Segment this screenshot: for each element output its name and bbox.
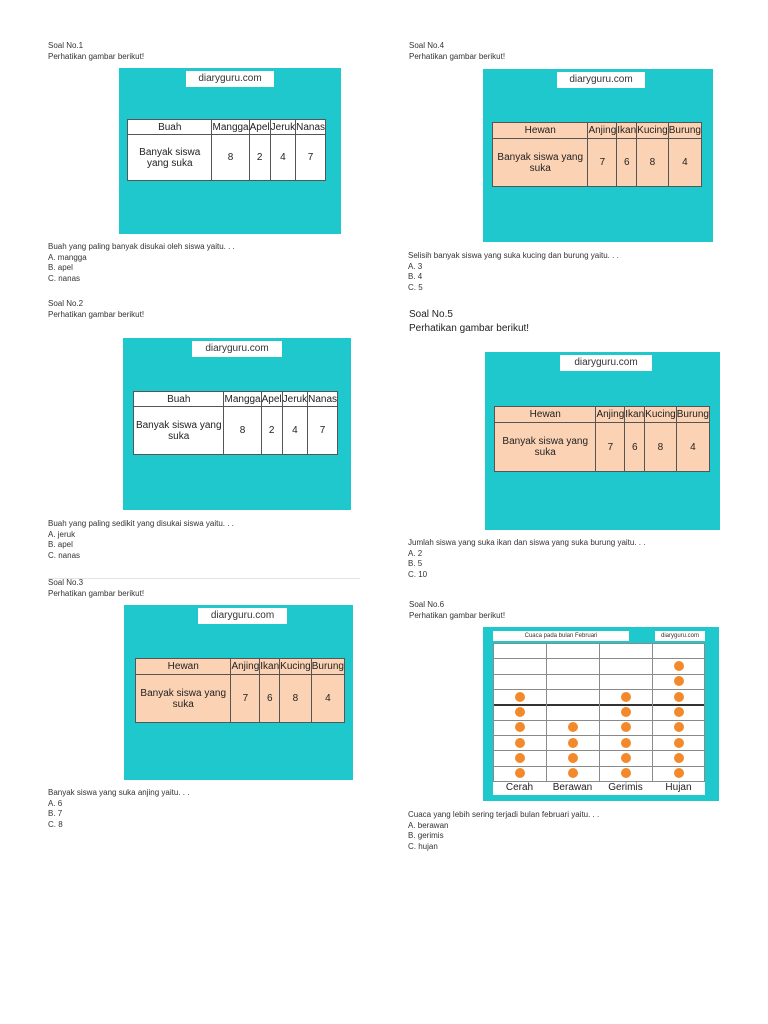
pictograph-dot <box>515 692 525 702</box>
pictograph-dot <box>674 738 684 748</box>
table-header: Nanas <box>308 393 337 405</box>
pictograph-dot <box>621 738 631 748</box>
answer-option[interactable]: B. gerimis <box>408 831 444 840</box>
question-6-answers <box>408 810 599 852</box>
table-header: Kucing <box>280 659 312 675</box>
pictograph-dot <box>674 692 684 702</box>
pictograph-dot <box>674 676 684 686</box>
pictograph-category-label: Berawan <box>552 782 593 793</box>
question-3-instruction: Perhatikan gambar berikut! <box>48 589 145 598</box>
table-cell: 6 <box>625 423 645 472</box>
table-header: Mangga <box>224 393 261 405</box>
answer-option[interactable]: B. apel <box>48 540 73 549</box>
question-1-header <box>48 40 144 62</box>
table-header: Anjing <box>231 659 260 675</box>
pictograph-dot <box>674 707 684 717</box>
pictograph-dot <box>515 768 525 778</box>
question-2-header <box>48 298 144 320</box>
question-2-label: Soal No.2 <box>48 299 84 308</box>
answer-option[interactable]: A. 6 <box>48 798 63 808</box>
table-cell: 4 <box>270 135 295 181</box>
pictograph-dot <box>515 707 525 717</box>
pictograph-dot <box>515 722 525 732</box>
table-cell: 2 <box>261 407 282 455</box>
answer-option[interactable]: C. 10 <box>408 569 428 579</box>
table-cell: 8 <box>637 139 669 187</box>
table-header: Mangga <box>212 121 249 133</box>
answer-option[interactable]: C. nanas <box>48 273 81 283</box>
table-cell: 7 <box>588 139 617 187</box>
answer-option[interactable]: C. hujan <box>408 841 438 851</box>
grid-line <box>704 643 705 781</box>
table-header: Nanas <box>296 121 325 133</box>
pictograph-dot <box>674 661 684 671</box>
table-header: Anjing <box>588 123 617 139</box>
question-2-text: Buah yang paling sedikit yang disukai siswa yaitu. . . <box>48 519 234 528</box>
table-cell: 8 <box>280 675 312 723</box>
pictograph-dot <box>515 738 525 748</box>
table-cell: 8 <box>645 423 677 472</box>
table-cell: 7 <box>231 675 260 723</box>
answer-option[interactable]: B. apel <box>48 263 73 272</box>
grid-line <box>652 643 653 781</box>
table-header: Ikan <box>625 407 645 423</box>
question-3-site-label: diaryguru.com <box>198 608 287 624</box>
grid-line <box>493 643 494 781</box>
table-header: Buah <box>128 120 212 135</box>
table-cell: 4 <box>676 423 709 472</box>
pictograph-figure <box>483 627 719 801</box>
question-5-site-label: diaryguru.com <box>560 355 652 371</box>
question-4-site-label: diaryguru.com <box>557 72 645 88</box>
pictograph-category-label: Cerah <box>505 782 534 793</box>
table-header: Jeruk <box>282 393 308 405</box>
question-5-header <box>409 308 529 336</box>
pictograph-grid <box>493 643 705 795</box>
table-cell: 4 <box>668 139 701 187</box>
grid-line <box>546 643 547 781</box>
question-2-instruction: Perhatikan gambar berikut! <box>48 310 145 319</box>
question-4-header <box>409 40 505 62</box>
question-4-table <box>492 122 702 187</box>
pictograph-category-label: Hujan <box>665 782 692 793</box>
table-cell: 4 <box>282 407 307 455</box>
answer-option[interactable]: C. 8 <box>48 819 63 829</box>
table-header: Hewan <box>136 659 231 675</box>
table-header: Burung <box>676 407 709 423</box>
table-header: Ikan <box>617 123 637 139</box>
table-header: Apel <box>249 121 270 133</box>
table-cell: 7 <box>308 407 338 455</box>
table-header: Jeruk <box>270 121 296 133</box>
question-2-answers <box>48 519 234 561</box>
question-5-text: Jumlah siswa yang suka ikan dan siswa yang suka burung yaitu. . . <box>408 538 646 547</box>
table-cell: 2 <box>249 135 270 181</box>
answer-option[interactable]: B. 5 <box>408 559 423 568</box>
pictograph-dot <box>621 722 631 732</box>
table-header: Apel <box>261 393 282 405</box>
question-5-answers <box>408 538 645 580</box>
question-6-text: Cuaca yang lebih sering terjadi bulan februari yaitu. . . <box>408 810 600 819</box>
answer-option[interactable]: A. 2 <box>408 548 423 558</box>
table-header: Burung <box>311 659 344 675</box>
answer-option[interactable]: C. nanas <box>48 550 81 560</box>
table-header: Burung <box>668 123 701 139</box>
question-1-site-label: diaryguru.com <box>186 71 274 87</box>
pictograph-dot <box>674 753 684 763</box>
table-cell: 6 <box>617 139 637 187</box>
answer-option[interactable]: A. mangga <box>48 252 87 262</box>
pictograph-dot <box>621 692 631 702</box>
answer-option[interactable]: A. jeruk <box>48 529 76 539</box>
table-header: Kucing <box>637 123 669 139</box>
question-4-instruction: Perhatikan gambar berikut! <box>409 52 506 61</box>
question-6-label: Soal No.6 <box>409 600 445 609</box>
answer-option[interactable]: C. 5 <box>408 282 423 292</box>
question-4-text: Selisih banyak siswa yang suka kucing dan burung yaitu. . . <box>408 251 619 260</box>
pictograph-dot <box>568 738 578 748</box>
table-cell: 8 <box>224 407 261 455</box>
table-header: Hewan <box>495 407 596 423</box>
question-3-table <box>135 658 345 723</box>
pictograph-title: Cuaca pada bulan Februari <box>493 631 629 641</box>
table-cell: 7 <box>296 135 326 181</box>
question-3-text: Banyak siswa yang suka anjing yaitu. . . <box>48 788 190 797</box>
question-1-label: Soal No.1 <box>48 41 84 50</box>
table-cell: 8 <box>212 135 249 181</box>
question-3-label: Soal No.3 <box>48 578 84 587</box>
answer-option[interactable]: B. 7 <box>48 809 63 818</box>
pictograph-category-label: Gerimis <box>608 782 643 793</box>
table-header: Buah <box>134 392 224 407</box>
pictograph-dot <box>515 753 525 763</box>
question-4-label: Soal No.4 <box>409 41 445 50</box>
table-row-label: Banyak siswa yang suka <box>136 675 231 723</box>
question-4-answers <box>408 251 619 293</box>
question-5-table <box>494 406 710 472</box>
pictograph-dot <box>568 768 578 778</box>
pictograph-dot <box>568 753 578 763</box>
pictograph-dot <box>621 707 631 717</box>
pictograph-dot <box>674 768 684 778</box>
table-cell: 7 <box>596 423 625 472</box>
grid-line <box>599 643 600 781</box>
pictograph-dot <box>621 753 631 763</box>
table-row-label: Banyak siswa yang suka <box>495 423 596 472</box>
question-6-header <box>409 599 505 621</box>
question-2-site-label: diaryguru.com <box>192 341 282 357</box>
question-3-answers <box>48 788 189 830</box>
pictograph-dot <box>621 768 631 778</box>
table-header: Anjing <box>596 407 625 423</box>
question-2-table <box>133 391 338 455</box>
pictograph-site-label: diaryguru.com <box>655 631 705 641</box>
table-row-label: Banyak siswa yang suka <box>128 135 212 181</box>
question-1-instruction: Perhatikan gambar berikut! <box>48 52 145 61</box>
answer-option[interactable]: B. 4 <box>408 272 423 281</box>
pictograph-dot <box>674 722 684 732</box>
table-header: Kucing <box>645 407 677 423</box>
question-1-table <box>127 119 326 181</box>
table-cell: 4 <box>311 675 344 723</box>
question-1-answers <box>48 242 235 284</box>
question-1-text: Buah yang paling banyak disukai oleh siswa yaitu. . . <box>48 242 235 251</box>
question-5-label: Soal No.5 <box>409 309 453 320</box>
question-5-instruction: Perhatikan gambar berikut! <box>409 323 530 334</box>
answer-option[interactable]: A. berawan <box>408 820 449 830</box>
question-3-header <box>48 577 144 599</box>
table-row-label: Banyak siswa yang suka <box>134 407 224 455</box>
table-header: Hewan <box>493 123 588 139</box>
table-header: Ikan <box>260 659 280 675</box>
table-cell: 6 <box>260 675 280 723</box>
question-6-instruction: Perhatikan gambar berikut! <box>409 611 506 620</box>
answer-option[interactable]: A. 3 <box>408 261 423 271</box>
pictograph-dot <box>568 722 578 732</box>
table-row-label: Banyak siswa yang suka <box>493 139 588 187</box>
